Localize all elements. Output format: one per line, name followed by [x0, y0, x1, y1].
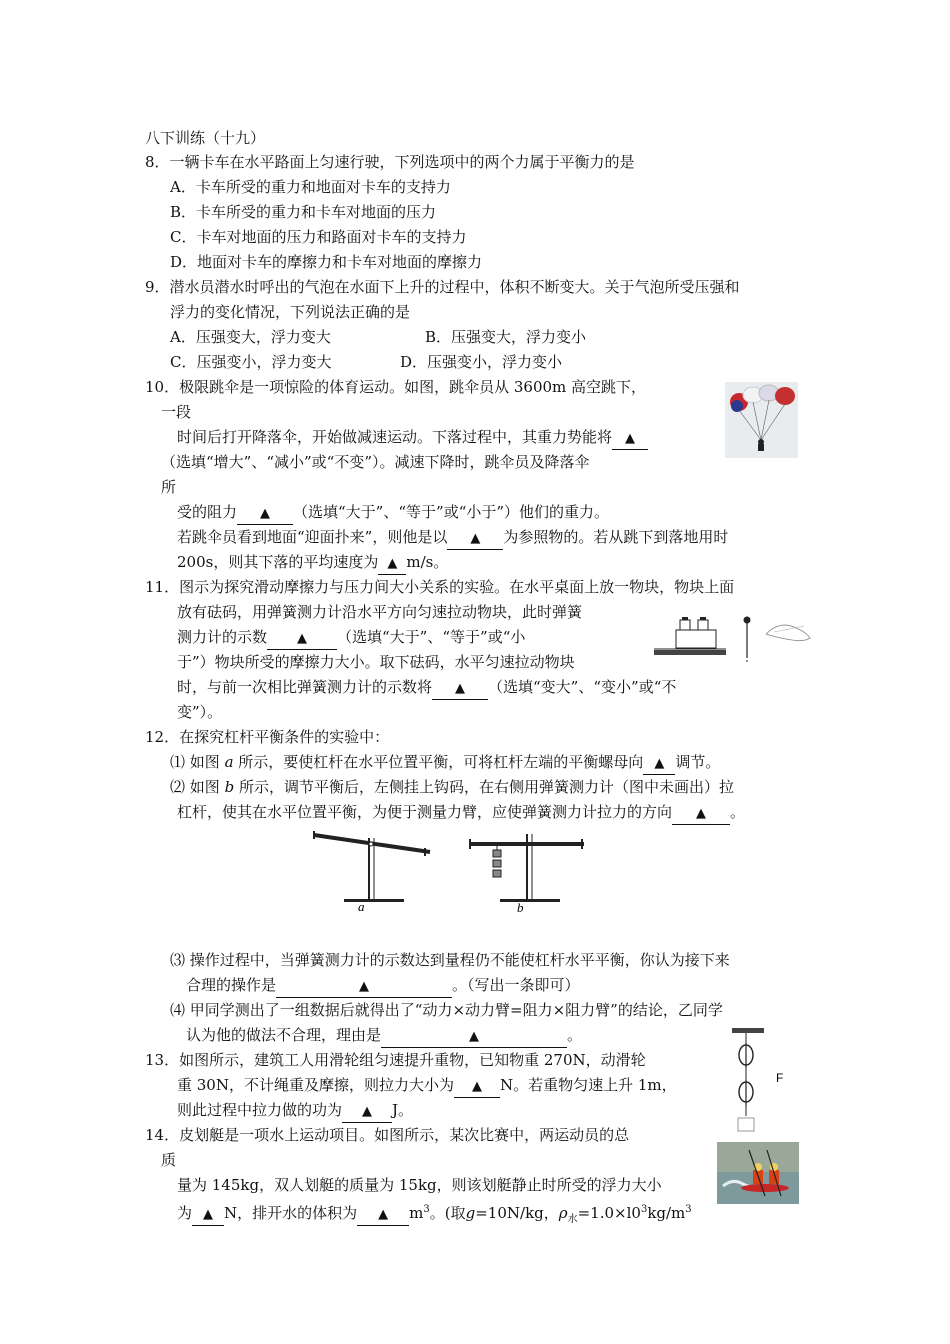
q14-text: kg/m	[647, 1204, 686, 1222]
q12-part-2-line-2	[177, 802, 745, 825]
answer-blank[interactable]: ▲	[454, 1075, 500, 1098]
q12-text: 所示，调节平衡后，左侧挂上钩码，在右侧用弹簧测力计（图中未画出）拉	[238, 778, 734, 796]
answer-blank[interactable]: ▲	[342, 1100, 392, 1123]
q8-option-a: A．卡车所受的重力和地面对卡车的支持力	[170, 178, 451, 196]
q13-line-2	[177, 1075, 677, 1098]
pulley-figure	[730, 1028, 792, 1134]
answer-blank[interactable]: ▲	[432, 677, 488, 700]
q12-text: 所示，要使杠杆在水平位置平衡，可将杠杆左端的平衡螺母向	[238, 753, 644, 771]
answer-blank[interactable]: ▲	[378, 552, 406, 575]
q12-text: ⑵ 如图	[170, 778, 220, 796]
q10-line-5: 所	[161, 478, 177, 496]
q14-text: =10N/kg，	[475, 1204, 559, 1222]
q10-text: 若跳伞员看到地面“迎面扑来”，则他是以	[177, 528, 448, 546]
force-f-label: F	[776, 1071, 784, 1085]
q14-text: =1.0×l0	[577, 1204, 641, 1222]
q8-option-c: C．卡车对地面的压力和路面对卡车的支持力	[170, 228, 467, 246]
answer-blank[interactable]: ▲	[267, 627, 337, 650]
q11-text: （选填“大于”、“等于”或“小	[337, 628, 526, 646]
q11-text: 时，与前一次相比弹簧测力计的示数将	[177, 678, 433, 696]
page-title: 八下训练（十九）	[145, 129, 266, 147]
q12-part-3: ⑶ 操作过程中，当弹簧测力计的示数达到量程仍不能使杠杆水平平衡，你认为接下来	[170, 951, 730, 969]
q12-part-4-line-2	[186, 1025, 582, 1048]
q13-line-1: 13．如图所示，建筑工人用滑轮组匀速提升重物，已知物重 270N，动滑轮	[145, 1051, 646, 1069]
q12-part-4: ⑷ 甲同学测出了一组数据后就得出了“动力×动力臂=阻力×阻力臂”的结论，乙同学	[170, 1001, 723, 1019]
q13-text: 则此过程中拉力做的功为	[177, 1101, 343, 1119]
q10-line-8	[177, 552, 448, 575]
q11-text: 测力计的示数	[177, 628, 268, 646]
q10-text: 受的阻力	[177, 503, 238, 521]
lever-b-label: b	[517, 900, 524, 915]
q12-text: 调节。	[675, 753, 721, 771]
q14-text: ρ	[558, 1204, 568, 1222]
q11-line-1: 11．图示为探究滑动摩擦力与压力间大小关系的实验。在水平桌面上放一物块，物块上面	[145, 578, 735, 596]
q14-line-2: 质	[161, 1151, 177, 1169]
q12-fig-ref: a	[224, 753, 234, 771]
q10-line-1: 10．极限跳伞是一项惊险的体育运动。如图，跳伞员从 3600m 高空跳下，	[145, 378, 647, 396]
q14-text: 3	[423, 1204, 430, 1215]
q12-text: 杠杆，使其在水平位置平衡，为便于测量力臂，应使弹簧测力计拉力的方向	[177, 803, 673, 821]
q10-line-7	[177, 527, 728, 550]
q9-option-a: A．压强变大，浮力变大	[170, 328, 331, 346]
q14-line-1: 14．皮划艇是一项水上运动项目。如图所示，某次比赛中，两运动员的总	[145, 1126, 630, 1144]
answer-blank[interactable]: ▲	[643, 752, 675, 775]
q10-line-2: 一段	[161, 403, 192, 421]
answer-blank[interactable]: ▲	[381, 1025, 567, 1048]
q10-line-3	[177, 427, 648, 450]
q12-part-1	[170, 752, 720, 775]
q10-text: （选填“大于”、“等于”或“小于”）他们的重力。	[293, 503, 610, 521]
q14-text: m	[409, 1204, 424, 1222]
q12-part-3-line-2	[186, 975, 580, 998]
q11-line-4: 于”）物块所受的摩擦力大小。取下砝码，水平匀速拉动物块	[177, 653, 575, 671]
q13-line-3	[177, 1100, 413, 1123]
q12-part-2	[170, 777, 734, 797]
q10-line-6	[177, 502, 609, 525]
q12-text: 。（写出一条即可）	[452, 976, 580, 994]
q12-fig-ref: b	[224, 778, 235, 796]
lever-figure-a	[308, 828, 438, 914]
q12-line-1: 12．在探究杠杆平衡条件的实验中：	[145, 728, 390, 746]
q8-stem: 8．一辆卡车在水平路面上匀速行驶，下列选项中的两个力属于平衡力的是	[145, 153, 635, 171]
q13-text: J。	[392, 1101, 414, 1119]
lever-a-label: a	[358, 899, 365, 914]
q14-text: 水	[567, 1214, 578, 1225]
q10-text: 时间后打开降落伞，开始做减速运动。下落过程中，其重力势能将	[177, 428, 613, 446]
q9-stem-2: 浮力的变化情况，下列说法正确的是	[170, 303, 411, 321]
q13-text: 重 30N，不计绳重及摩擦，则拉力大小为	[177, 1076, 454, 1094]
q14-line-4	[177, 1200, 692, 1230]
answer-blank[interactable]: ▲	[276, 975, 452, 998]
q12-text: ⑴ 如图	[170, 753, 220, 771]
q10-text: 为参照物的。若从跳下到落地用时	[503, 528, 729, 546]
q10-text: m/s。	[406, 553, 449, 571]
q12-text: 。	[567, 1026, 583, 1044]
q14-text: 3	[640, 1204, 648, 1215]
q11-line-6: 变”）。	[177, 703, 223, 721]
q11-text: （选填“变大”、“变小”或“不	[488, 678, 677, 696]
answer-blank[interactable]: ▲	[447, 527, 503, 550]
q9-option-d: D．压强变小，浮力变小	[400, 353, 563, 371]
friction-experiment-figure	[654, 612, 814, 664]
q12-text: 。	[730, 803, 746, 821]
lever-figure-b	[466, 830, 592, 916]
kayak-image	[717, 1142, 799, 1204]
q10-text: 200s，则其下落的平均速度为	[177, 553, 379, 571]
q10-line-4: （选填“增大”、“减小”或“不变”）。减速下降时，跳伞员及降落伞	[161, 453, 590, 471]
q9-option-c: C．压强变小，浮力变大	[170, 353, 332, 371]
answer-blank[interactable]: ▲	[237, 502, 293, 525]
q8-option-b: B．卡车所受的重力和卡车对地面的压力	[170, 203, 437, 221]
answer-blank[interactable]: ▲	[672, 802, 730, 825]
q9-stem-1: 9．潜水员潜水时呼出的气泡在水面下上升的过程中，体积不断变大。关于气泡所受压强和	[145, 278, 740, 296]
parachute-image	[725, 382, 798, 458]
q14-line-3: 量为 145kg，双人划艇的质量为 15kg，则该划艇静止时所受的浮力大小	[177, 1176, 662, 1194]
q9-option-b: B．压强变大，浮力变小	[425, 328, 587, 346]
answer-blank[interactable]: ▲	[612, 427, 648, 450]
q12-text: 合理的操作是	[186, 976, 277, 994]
q11-line-2: 放有砝码，用弹簧测力计沿水平方向匀速拉动物块，此时弹簧	[177, 603, 583, 621]
q8-option-d: D．地面对卡车的摩擦力和卡车对地面的摩擦力	[170, 253, 483, 271]
q14-text: 。(取	[429, 1204, 466, 1222]
q12-text: 认为他的做法不合理，理由是	[186, 1026, 382, 1044]
q13-text: N。若重物匀速上升 1m，	[499, 1076, 677, 1094]
q14-text: g	[465, 1204, 476, 1222]
answer-blank[interactable]: ▲	[357, 1203, 409, 1226]
q14-text: N，排开水的体积为	[224, 1204, 358, 1222]
q14-text: 3	[685, 1204, 692, 1215]
q11-line-5	[177, 677, 676, 700]
answer-blank[interactable]: ▲	[192, 1203, 224, 1226]
q11-line-3	[177, 627, 525, 650]
q14-text: 为	[177, 1204, 193, 1222]
